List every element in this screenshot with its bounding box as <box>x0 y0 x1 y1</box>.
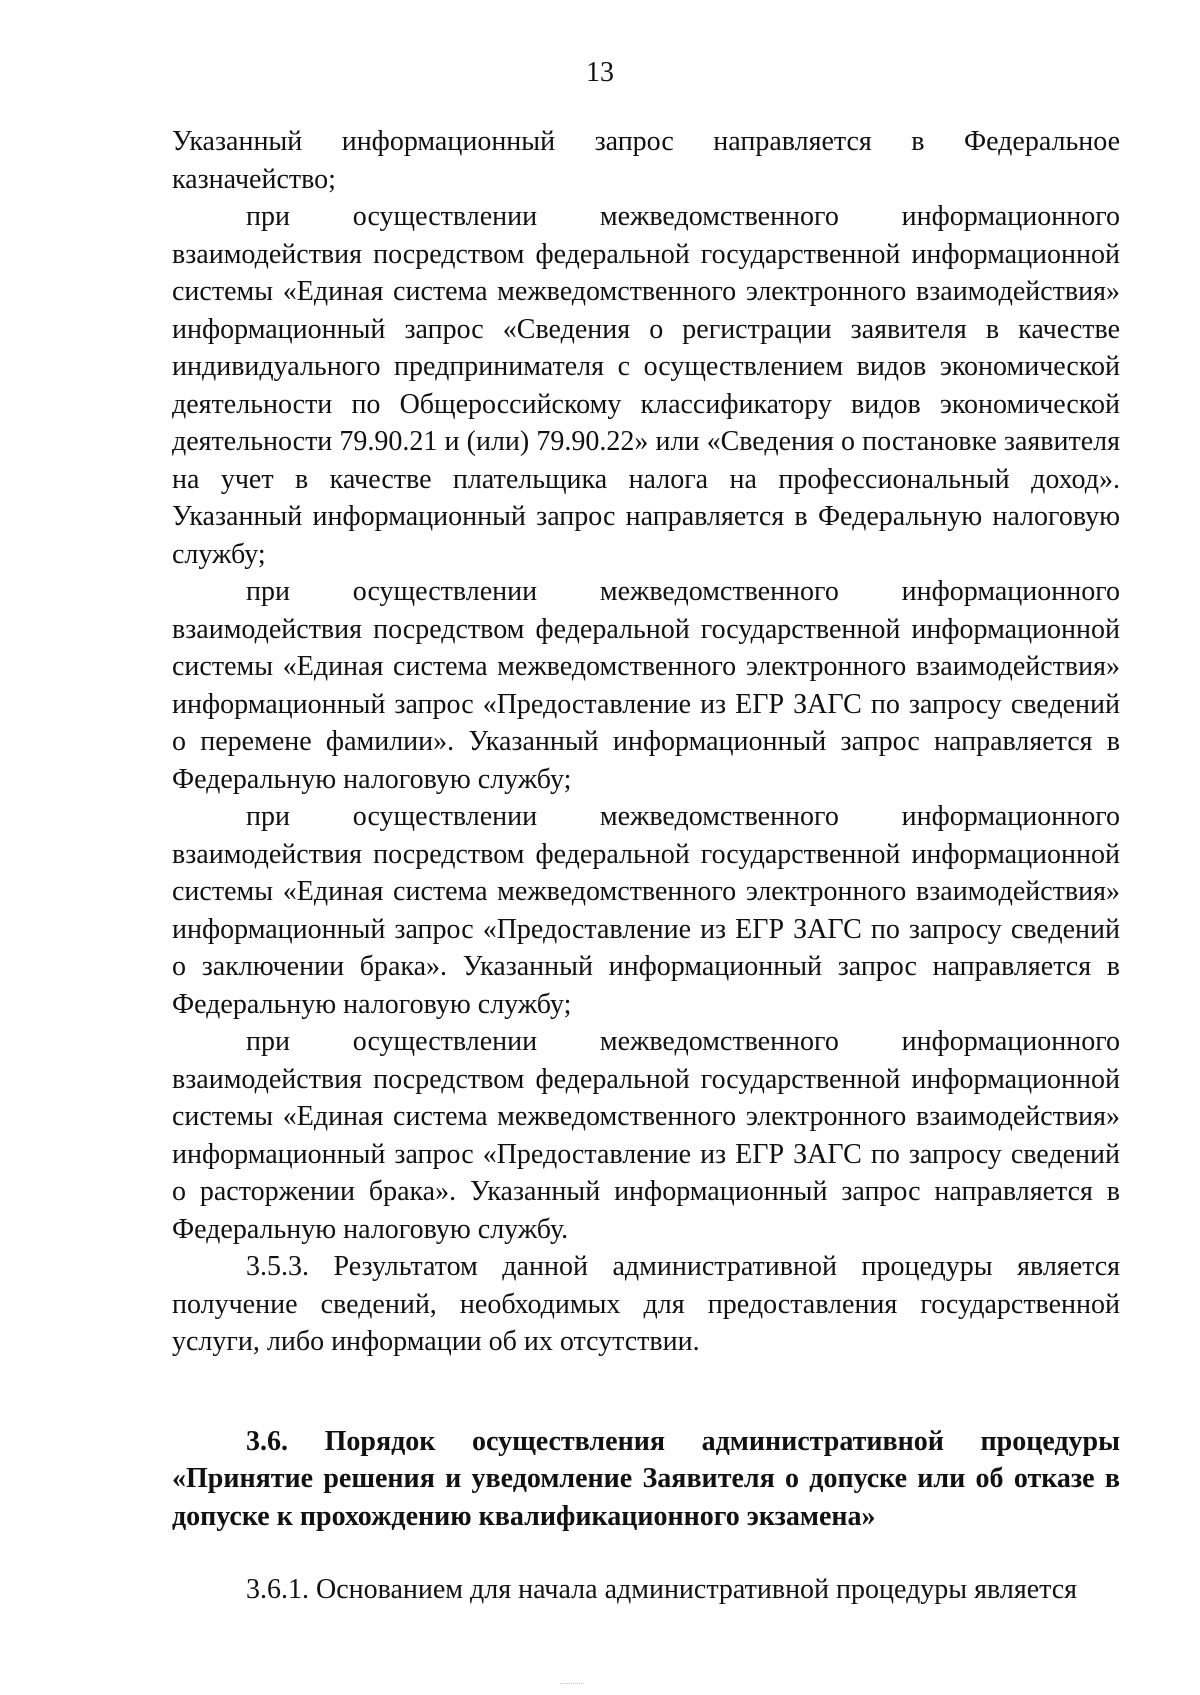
paragraph-procedure-basis: 3.6.1. Основанием для начала административной процедуры является <box>246 1574 1078 1605</box>
paragraph-treasury-request: Указанный информационный запрос направляется в Федеральное казначейство; <box>172 126 1120 195</box>
section-heading: 3.6. Порядок осуществления административной процедуры «Принятие решения и уведомление Заявителя о допуске или об отказе в допуске к прохождению квалификационного экзамена» <box>172 1425 1120 1532</box>
paragraph-divorce-request: при осуществлении межведомственного информационного взаимодействия посредством федеральной государственной информационной системы «Единая система межведомственного электронного взаимодействия» информационный запрос «Предоставление из ЕГР ЗАГС по запросу сведений о расторжении брака». Указанный информационный запрос направляется в Федеральную налоговую службу. <box>172 1026 1120 1245</box>
paragraph-procedure-result: 3.5.3. Результатом данной административной процедуры является получение сведений, необходимых для предоставления государственной услуги, либо информации об их отсутствии. <box>172 1251 1120 1357</box>
page-number: 13 <box>586 57 614 88</box>
paragraph-entrepreneur-request: при осуществлении межведомственного информационного взаимодействия посредством федеральной государственной информационной системы «Единая система межведомственного электронного взаимодействия» информационный запрос «Сведения о регистрации заявителя в качестве индивидуального предпринимателя с осуществлением видов экономической деятельности по Общероссийскому классификатору видов экономической деятельности 79.90.21 и (или) 79.90.22» или «Сведения о постановке заявителя на учет в качестве плательщика налога на профессиональный доход». Указанный информационный запрос направляется в Федеральную налоговую службу; <box>172 201 1120 570</box>
document-body <box>172 123 1120 1609</box>
paragraph-marriage-request: при осуществлении межведомственного информационного взаимодействия посредством федеральной государственной информационной системы «Единая система межведомственного электронного взаимодействия» информационный запрос «Предоставление из ЕГР ЗАГС по запросу сведений о заключении брака». Указанный информационный запрос направляется в Федеральную налоговую службу; <box>172 801 1120 1020</box>
paragraph-surname-change-request: при осуществлении межведомственного информационного взаимодействия посредством федеральной государственной информационной системы «Единая система межведомственного электронного взаимодействия» информационный запрос «Предоставление из ЕГР ЗАГС по запросу сведений о перемене фамилии». Указанный информационный запрос направляется в Федеральную налоговую службу; <box>172 576 1120 795</box>
scan-artifact <box>560 1683 584 1688</box>
